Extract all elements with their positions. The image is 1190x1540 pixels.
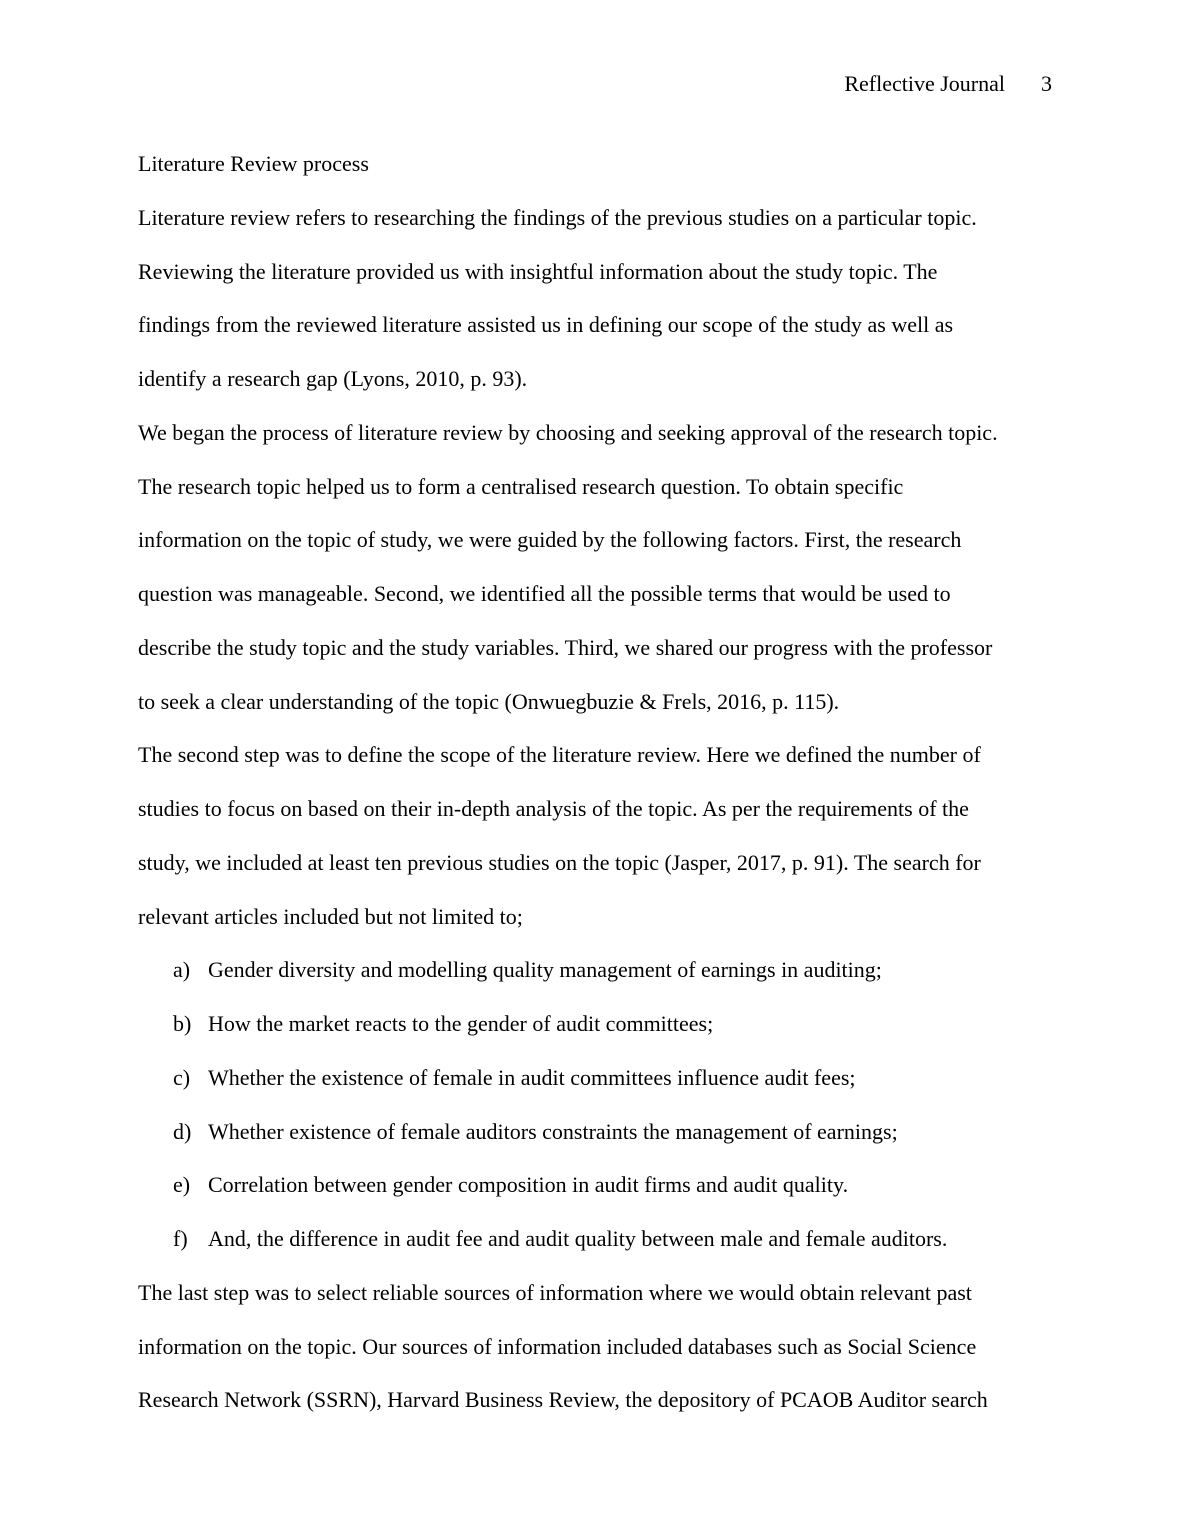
text-line: Reviewing the literature provided us with insightful information about the study topic. The xyxy=(138,258,938,284)
document-body xyxy=(138,137,1058,1427)
list-item-text: Gender diversity and modelling quality management of earnings in auditing; xyxy=(208,957,882,983)
list-item xyxy=(138,1051,1058,1105)
text-line: findings from the reviewed literature assisted us in defining our scope of the study as well as xyxy=(138,312,954,338)
text-line: The last step was to select reliable sources of information where we would obtain relevant past xyxy=(138,1279,972,1305)
list-item xyxy=(138,1158,1058,1212)
text-line: question was manageable. Second, we identified all the possible terms that would be used to xyxy=(138,581,951,606)
list-marker: a) xyxy=(173,957,191,983)
text-line: information on the topic of study, we were guided by the following factors. First, the research xyxy=(138,527,962,553)
paragraph-sources xyxy=(138,1266,1058,1427)
list-marker: e) xyxy=(173,1172,191,1198)
list-item xyxy=(138,943,1058,997)
text-line: information on the topic. Our sources of information included databases such as Social Science xyxy=(138,1333,977,1359)
list-marker: f) xyxy=(173,1226,188,1251)
text-line: describe the study topic and the study variables. Third, we shared our progress with the professor xyxy=(138,634,993,660)
paragraph-scope xyxy=(138,728,1058,943)
paragraph-process-start xyxy=(138,406,1058,729)
list-item-text: How the market reacts to the gender of audit committees; xyxy=(208,1011,714,1036)
page-number: 3 xyxy=(1041,71,1052,96)
list-item-text: And, the difference in audit fee and audit quality between male and female auditors. xyxy=(208,1226,948,1251)
running-header xyxy=(844,70,1052,98)
paragraph-definition xyxy=(138,191,1058,406)
text-line: study, we included at least ten previous studies on the topic (Jasper, 2017, p. 91). The search for xyxy=(138,849,981,875)
list-item-text: Whether the existence of female in audit committees influence audit fees; xyxy=(208,1064,856,1090)
text-line: The research topic helped us to form a centralised research question. To obtain specific xyxy=(138,473,904,499)
text-line: Literature review refers to researching the findings of the previous studies on a particular topic. xyxy=(138,204,977,230)
list-marker: d) xyxy=(173,1118,192,1144)
list-item-text: Correlation between gender composition in audit firms and audit quality. xyxy=(208,1172,849,1198)
text-line: to seek a clear understanding of the topic (Onwuegbuzie & Frels, 2016, p. 115). xyxy=(138,688,840,714)
section-heading: Literature Review process xyxy=(138,151,369,176)
list-marker: c) xyxy=(173,1064,191,1090)
text-line: Research Network (SSRN), Harvard Business Review, the depository of PCAOB Auditor search xyxy=(138,1387,988,1413)
list-item xyxy=(138,1105,1058,1159)
list-item-text: Whether existence of female auditors constraints the management of earnings; xyxy=(208,1118,898,1144)
list-item xyxy=(138,1212,1058,1266)
text-line: relevant articles included but not limited to; xyxy=(138,903,523,929)
list-item xyxy=(138,997,1058,1051)
text-line: The second step was to define the scope of the literature review. Here we defined the number of xyxy=(138,742,981,768)
text-line: studies to focus on based on their in-depth analysis of the topic. As per the requirements of the xyxy=(138,796,969,821)
search-criteria-list xyxy=(138,943,1058,1266)
text-line: We began the process of literature review by choosing and seeking approval of the research topic. xyxy=(138,419,998,445)
text-line: identify a research gap (Lyons, 2010, p. 93). xyxy=(138,366,528,391)
running-head-title: Reflective Journal xyxy=(844,71,1005,96)
list-marker: b) xyxy=(173,1011,192,1036)
